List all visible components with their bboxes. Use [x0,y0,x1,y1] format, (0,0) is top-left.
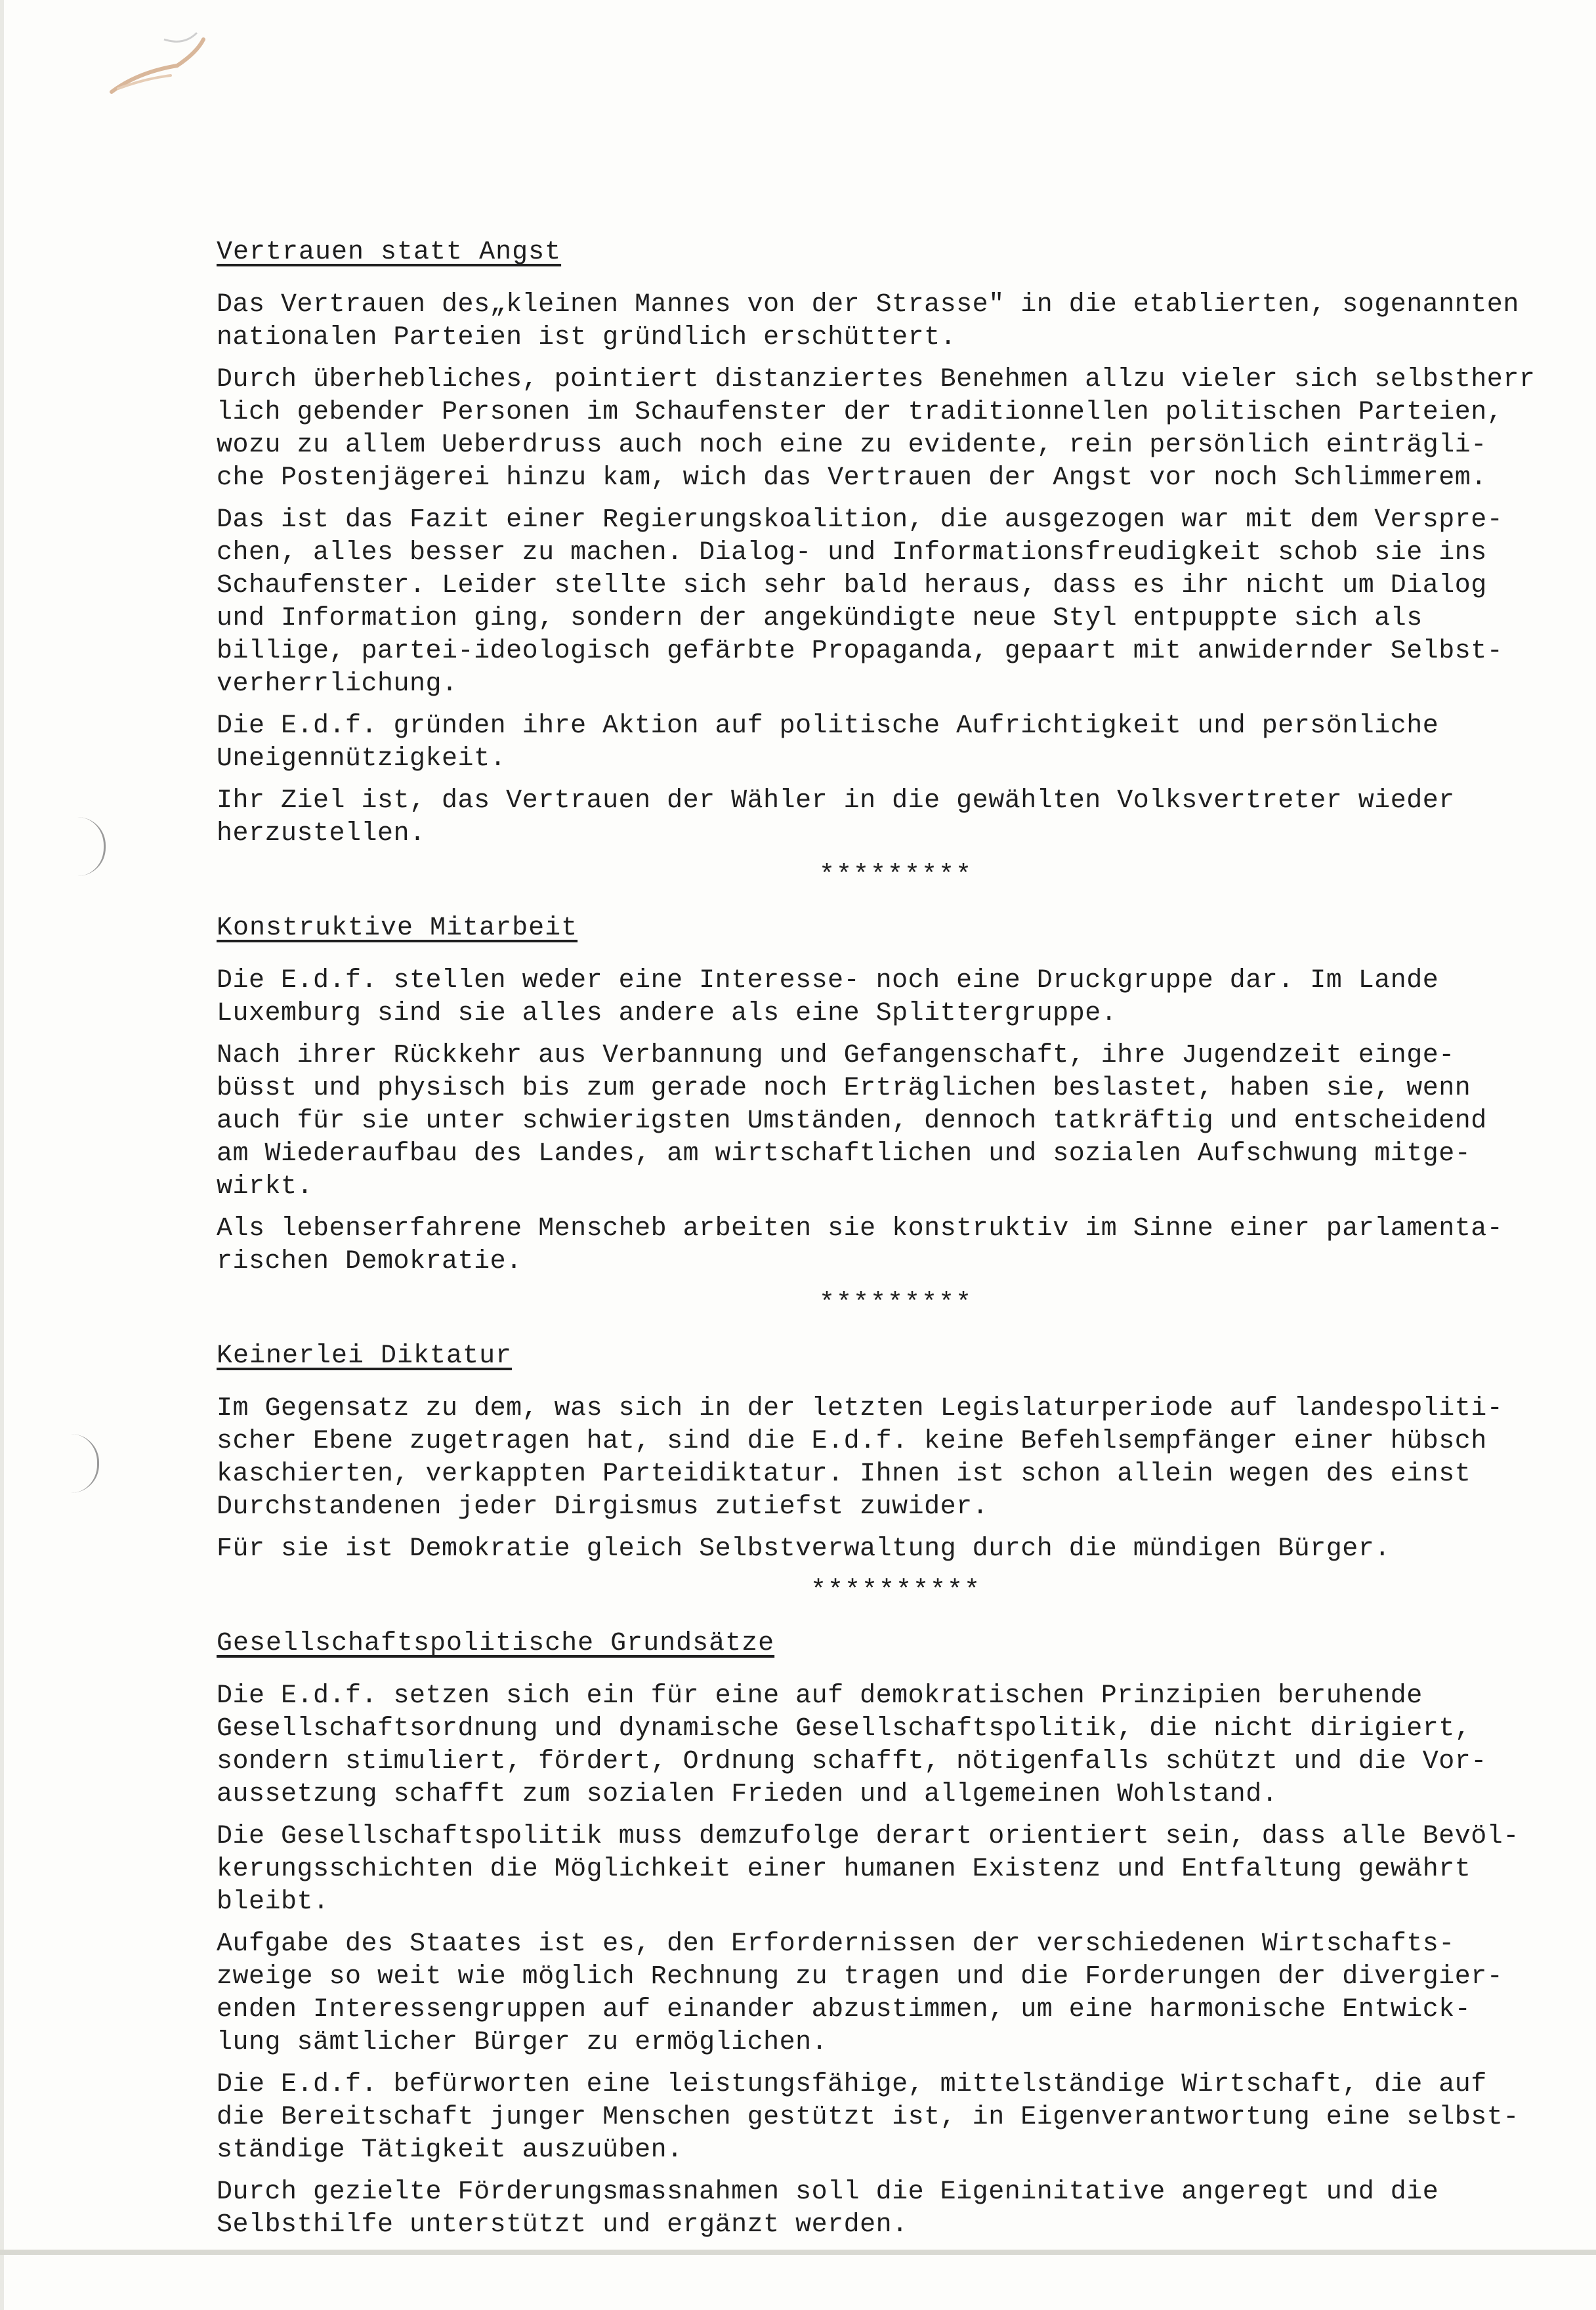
paragraph: Für sie ist Demokratie gleich Selbstverwaltung durch die mündigen Bürger. [217,1534,1391,1564]
section-mitarbeit [217,912,1575,1320]
paragraph: Durch gezielte Förderungsmassnahmen soll die Eigeninitative angeregt und die Selbsthilfe unterstützt und ergänzt werden. [217,2177,1439,2240]
paragraph: Nach ihrer Rückkehr aus Verbannung und Gefangenschaft, ihre Jugendzeit einge- büsst und physisch bis zum gerade noch Erträglichen beslastet, haben sie, wenn auch für sie unter schwierigsten Umständen, dennoch tatkräftig und entscheidend am Wiederaufbau des Landes, am wirtschaftlichen und sozialen Aufschwung mitge- wirkt. [217,1041,1487,1202]
paragraph: Die E.d.f. gründen ihre Aktion auf politische Aufrichtigkeit und persönliche Uneigennützigkeit. [217,711,1439,774]
paragraph: Durch überhebliches, pointiert distanziertes Benehmen allzu vieler sich selbstherr lich gebender Personen im Schaufenster der traditionnellen politischen Parteien, wozu zu allem Ueberdruss auch noch eine zu evidente, rein persönlich einträgli- che Postenjägerei hinzu kam, wich das Vertrauen der Angst vor noch Schlimmerem. [217,365,1536,493]
paragraph: Das Vertrauen des„kleinen Mannes von der Strasse" in die etablierten, sogenannten nationalen Parteien ist gründlich erschüttert. [217,290,1519,352]
section-title: Vertrauen statt Angst [217,238,562,267]
section-title: Keinerlei Diktatur [217,1341,513,1371]
section-divider: ********** [810,1576,982,1606]
section-divider: ********* [818,1289,973,1318]
paragraph: Die Gesellschaftspolitik muss demzufolge derart orientiert sein, dass alle Bevöl- kerungsschichten die Möglichkeit einer humanen Existenz und Entfaltung gewährt bleibt. [217,1822,1519,1917]
section-title: Konstruktive Mitarbeit [217,914,578,943]
paragraph: Aufgabe des Staates ist es, den Erfordernissen der verschiedenen Wirtschafts- zweige so weit wie möglich Rechnung zu tragen und die Forderungen der divergier- enden Interessengruppen auf einander abzustimmen, um eine harmonische Entwick- lung sämtlicher Bürger zu ermöglichen. [217,1929,1503,2057]
paragraph: Als lebenserfahrene Menscheb arbeiten sie konstruktiv im Sinne einer parlamenta- rischen Demokratie. [217,1214,1503,1276]
punch-hole-top [77,817,106,876]
rust-stain-mark [98,26,217,105]
section-title: Gesellschaftspolitische Grundsätze [217,1629,775,1658]
section-divider: ********* [818,861,973,891]
typed-document-body [217,236,1575,2251]
section-vertrauen [217,236,1575,892]
paragraph: Die E.d.f. befürworten eine leistungsfähige, mittelständige Wirtschaft, die auf die Bereitschaft junger Menschen gestützt ist, in Eigenverantwortung eine selbst- ständige Tätigkeit auszuüben. [217,2070,1519,2165]
punch-hole-bottom [71,1434,99,1493]
paragraph: Das ist das Fazit einer Regierungskoalition, die ausgezogen war mit dem Verspre- chen, alles besser zu machen. Dialog- und Informationsfreudigkeit schob sie ins Schaufenster. Leider stellte sich sehr bald heraus, dass es ihr nicht um Dialog und Information ging, sondern der angekündigte neue Styl entpuppte sich als billige, partei-ideologisch gefärbte Propaganda, gepaart mit anwidernder Selbst- verherrlichung. [217,505,1503,699]
paragraph: Die E.d.f. setzen sich ein für eine auf demokratischen Prinzipien beruhende Gesellschaftsordnung und dynamische Gesellschaftspolitik, die nicht dirigiert, sondern stimuliert, fördert, Ordnung schafft, nötigenfalls schützt und die Vor- aussetzung schafft zum sozialen Frieden und allgemeinen Wohlstand. [217,1681,1487,1809]
paragraph: Ihr Ziel ist, das Vertrauen der Wähler in die gewählten Volksvertreter wieder herzustellen. [217,786,1455,849]
paragraph: Die E.d.f. stellen weder eine Interesse- noch eine Druckgruppe dar. Im Lande Luxemburg sind sie alles andere als eine Splittergruppe. [217,966,1439,1028]
section-grundsaetze [217,1628,1575,2242]
paragraph: Im Gegensatz zu dem, was sich in der letzten Legislaturperiode auf landespoliti- scher Ebene zugetragen hat, sind die E.d.f. keine Befehlsempfänger einer hübsch kaschierten, verkappten Parteidiktatur. Ihnen ist schon allein wegen des einst Durchstandenen jeder Dirgismus zutiefst zuwider. [217,1394,1503,1522]
section-diktatur [217,1340,1575,1608]
paper-left-edge [0,0,4,2310]
